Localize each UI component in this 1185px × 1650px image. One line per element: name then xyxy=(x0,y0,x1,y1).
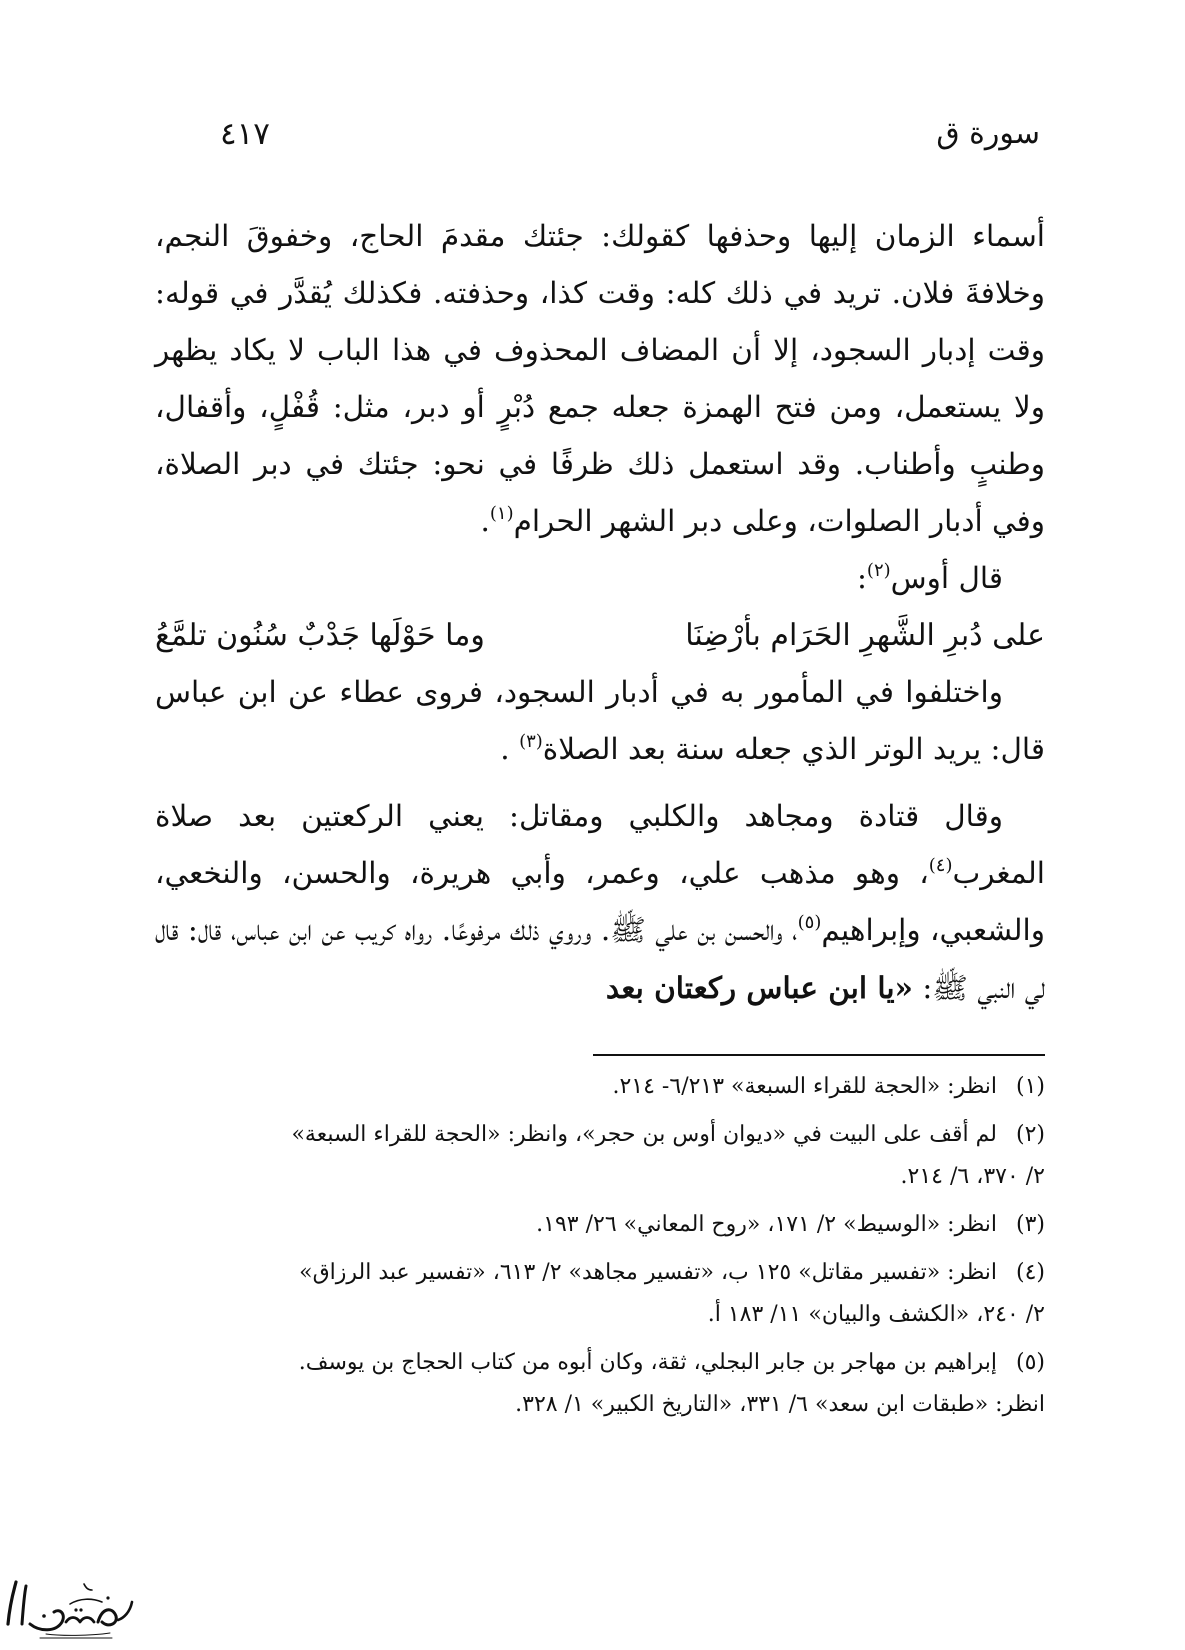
page-number: ٤١٧ xyxy=(220,116,270,152)
footnote-text: انظر: «الوسيط» ٢/ ١٧١، «روح المعاني» ٢٦/ ١٩٣. xyxy=(536,1212,997,1237)
footnote-text-continued: ٢/ ٢٤٠، «الكشف والبيان» ١١/ ١٨٣ أ. xyxy=(707,1302,1045,1327)
paragraph-3 xyxy=(155,788,1045,1017)
running-head xyxy=(140,114,1040,164)
footnote-text: انظر: «الحجة للقراء السبعة» ٦/٢١٣- ٢١٤. xyxy=(612,1074,997,1099)
paragraph-1-text: أسماء الزمان إليها وحذفها كقولك: جئتك مقدمَ الحاج، وخفوقَ النجم، وخلافةَ فلان. تريد في ذلك كله: وقت كذا، وحذفته. فكذلك يُقدَّر في قوله: وقت إدبار السجود، إلا أن المضاف المحذوف في هذا الباب لا يكاد يظهر ولا يستعمل، ومن فتح الهمزة جعله جمع دُبْرٍ أو دبر، مثل: قُفْلٍ، وأقفال، وطنبٍ وأطناب. وقد استعمل ذلك ظرفًا في نحو: جئتك في دبر الصلاة، وفي أدبار الصلوات، وعلى دبر الشهر الحرام xyxy=(155,219,1045,538)
footnote-text-continued: ٢/ ٣٧٠، ٦/ ٢١٤. xyxy=(900,1164,1045,1189)
publisher-logo-icon xyxy=(0,1572,140,1644)
footnote-ref-1[interactable]: (١) xyxy=(489,503,514,524)
verse-first-hemistich: على دُبرِ الشَّهرِ الحَرَام بأرْضِنَا xyxy=(685,618,1045,653)
paragraph-1-end: . xyxy=(480,504,490,538)
paragraph-2 xyxy=(155,664,1045,778)
poet-attribution: قال أوس xyxy=(890,561,1003,595)
footnote-1 xyxy=(145,1066,1045,1108)
footnote-number: (٢) xyxy=(1015,1122,1045,1147)
footnote-ref-5[interactable]: (٥) xyxy=(797,912,822,933)
footnote-5 xyxy=(145,1342,1045,1426)
footnote-number: (٥) xyxy=(1015,1350,1045,1375)
footnote-text: إبراهيم بن مهاجر بن جابر البجلي، ثقة، وكان أبوه من كتاب الحجاج بن يوسف. xyxy=(298,1350,997,1375)
footnote-3 xyxy=(145,1204,1045,1246)
footnote-divider xyxy=(593,1054,1045,1056)
surah-title: سورة ق xyxy=(936,116,1040,151)
paragraph-2-end: . xyxy=(500,732,520,766)
paragraph-1 xyxy=(155,208,1045,550)
footnote-ref-2[interactable]: (٢) xyxy=(866,560,891,581)
verse-second-hemistich: وما حَوْلَها جَدْبٌ سُنُون تلمَّعُ xyxy=(155,618,485,653)
footnote-ref-4[interactable]: (٤) xyxy=(928,855,953,876)
main-text xyxy=(155,208,1045,1017)
footnote-number: (٤) xyxy=(1015,1260,1045,1285)
paragraph-2-text: واختلفوا في المأمور به في أدبار السجود، فروى عطاء عن ابن عباس قال: يريد الوتر الذي جعله سنة بعد الصلاة xyxy=(155,675,1045,766)
footnote-number: (١) xyxy=(1015,1074,1045,1099)
poem-intro xyxy=(155,550,1045,607)
footnote-4 xyxy=(145,1252,1045,1336)
footnote-2 xyxy=(145,1114,1045,1198)
poem-verse xyxy=(155,607,1045,664)
poet-colon: : xyxy=(856,561,867,595)
paragraph-3-text-a: وقال قتادة ومجاهد والكلبي ومقاتل: يعني الركعتين بعد صلاة المغرب xyxy=(155,799,1045,890)
footnote-number: (٣) xyxy=(1015,1212,1045,1237)
footnote-text-continued: انظر: «طبقات ابن سعد» ٦/ ٣٣١، «التاريخ الكبير» ١/ ٣٢٨. xyxy=(515,1392,1045,1417)
footnotes xyxy=(145,1066,1045,1432)
footnote-text: لم أقف على البيت في «ديوان أوس بن حجر»، وانظر: «الحجة للقراء السبعة» xyxy=(291,1122,997,1147)
paragraph-3-text-b: ، وهو مذهب علي، وعمر، وأبي هريرة، والحسن، والنخعي، والشعبي، وإبراهيم xyxy=(155,856,1045,947)
hadith-quote: «يا ابن عباس ركعتان بعد xyxy=(605,970,913,1005)
footnote-text: انظر: «تفسير مقاتل» ١٢٥ ب، «تفسير مجاهد» ٢/ ٦١٣، «تفسير عبد الرزاق» xyxy=(299,1260,997,1285)
paragraph-3-text-c: ، والحسن بن علي ﷺ. وروي ذلك مرفوعًا. رواه كريب عن ابن عباس، قال: قال لي النبي ﷺ: xyxy=(155,913,1045,1005)
footnote-ref-3[interactable]: (٣) xyxy=(519,731,543,752)
